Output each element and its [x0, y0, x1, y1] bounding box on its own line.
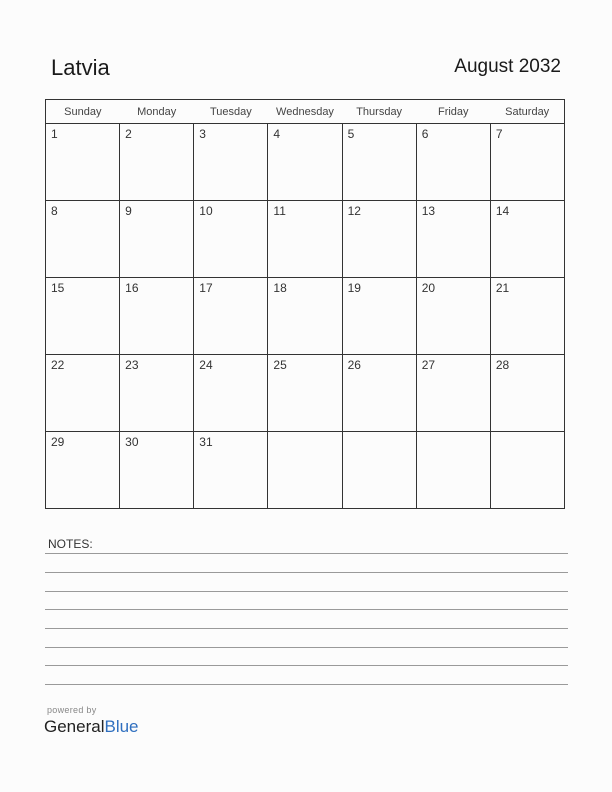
- week-row: [46, 201, 565, 278]
- calendar-grid: [45, 99, 565, 509]
- generalblue-logo: [44, 717, 139, 737]
- day-number: [343, 432, 416, 435]
- day-number: 23: [125, 358, 139, 372]
- day-number: 8: [51, 204, 58, 218]
- day-cell: [46, 355, 120, 432]
- day-cell: [46, 201, 120, 278]
- day-number: 28: [495, 358, 510, 372]
- day-number: 18: [273, 281, 287, 295]
- day-cell: [490, 278, 564, 355]
- day-number: 27: [421, 358, 436, 372]
- day-number: 30: [125, 435, 139, 449]
- day-cell: [342, 432, 416, 509]
- week-row: [46, 355, 565, 432]
- day-number: 13: [421, 204, 436, 218]
- day-number: 1: [51, 127, 58, 141]
- notes-label: NOTES:: [48, 537, 93, 551]
- note-line: [45, 553, 568, 554]
- note-line: [45, 591, 568, 592]
- day-cell: [46, 432, 120, 509]
- day-number: 22: [51, 358, 65, 372]
- logo-text-blue: Blue: [104, 717, 139, 736]
- note-line: [45, 647, 568, 648]
- week-row: [46, 432, 565, 509]
- day-number: 5: [347, 127, 355, 141]
- week-row: [46, 124, 565, 201]
- day-cell: [416, 355, 490, 432]
- day-cell: [194, 278, 268, 355]
- day-cell: [120, 432, 194, 509]
- day-number: 21: [495, 281, 510, 295]
- note-line: [45, 684, 568, 685]
- month-year-title: August 2032: [454, 56, 561, 77]
- day-cell: [342, 201, 416, 278]
- day-cell: [342, 124, 416, 201]
- country-title: Latvia: [51, 55, 110, 80]
- day-number: 20: [421, 281, 436, 295]
- day-cell: [490, 201, 564, 278]
- day-cell: [416, 124, 490, 201]
- weekday-wednesday: Wednesday: [268, 100, 342, 124]
- note-line: [45, 628, 568, 629]
- day-cell: [120, 278, 194, 355]
- powered-by-text: powered by: [47, 705, 97, 715]
- day-number: 29: [51, 435, 65, 449]
- day-number: 9: [125, 204, 132, 218]
- day-cell: [268, 355, 342, 432]
- day-number: 16: [125, 281, 139, 295]
- day-number: [417, 432, 490, 435]
- day-cell: [194, 201, 268, 278]
- day-cell: [268, 432, 342, 509]
- day-number: 19: [347, 281, 361, 295]
- day-cell: [268, 124, 342, 201]
- day-cell: [490, 432, 564, 509]
- day-number: 2: [125, 127, 132, 141]
- weekday-sunday: Sunday: [46, 100, 120, 124]
- day-cell: [342, 355, 416, 432]
- day-cell: [120, 201, 194, 278]
- day-number: 25: [273, 358, 287, 372]
- note-line: [45, 609, 568, 610]
- day-cell: [120, 124, 194, 201]
- day-number: 24: [199, 358, 213, 372]
- day-cell: [46, 124, 120, 201]
- logo-text-general: General: [44, 717, 105, 736]
- day-cell: [342, 278, 416, 355]
- day-number: 31: [199, 435, 213, 449]
- day-number: 4: [273, 127, 281, 141]
- day-cell: [194, 355, 268, 432]
- day-cell: [46, 278, 120, 355]
- day-cell: [416, 432, 490, 509]
- day-number: 6: [421, 127, 429, 141]
- day-cell: [490, 124, 564, 201]
- day-number: 17: [199, 281, 213, 295]
- weekday-thursday: Thursday: [342, 100, 416, 124]
- weekday-monday: Monday: [120, 100, 194, 124]
- day-number: 11: [273, 204, 286, 218]
- note-line: [45, 572, 568, 573]
- day-number: 10: [199, 204, 213, 218]
- weekday-header-row: [46, 100, 565, 124]
- day-number: 15: [51, 281, 65, 295]
- day-number: 26: [347, 358, 361, 372]
- day-number: 3: [199, 127, 206, 141]
- week-row: [46, 278, 565, 355]
- day-number: [268, 432, 341, 435]
- weekday-friday: Friday: [416, 100, 490, 124]
- day-number: 7: [495, 127, 503, 141]
- day-cell: [268, 201, 342, 278]
- day-number: 14: [495, 204, 510, 218]
- day-cell: [194, 432, 268, 509]
- weekday-saturday: Saturday: [490, 100, 564, 124]
- note-line: [45, 665, 568, 666]
- weekday-tuesday: Tuesday: [194, 100, 268, 124]
- day-cell: [416, 201, 490, 278]
- day-number: 12: [347, 204, 361, 218]
- day-cell: [194, 124, 268, 201]
- day-cell: [490, 355, 564, 432]
- day-cell: [416, 278, 490, 355]
- day-cell: [120, 355, 194, 432]
- day-cell: [268, 278, 342, 355]
- day-number: [491, 432, 564, 435]
